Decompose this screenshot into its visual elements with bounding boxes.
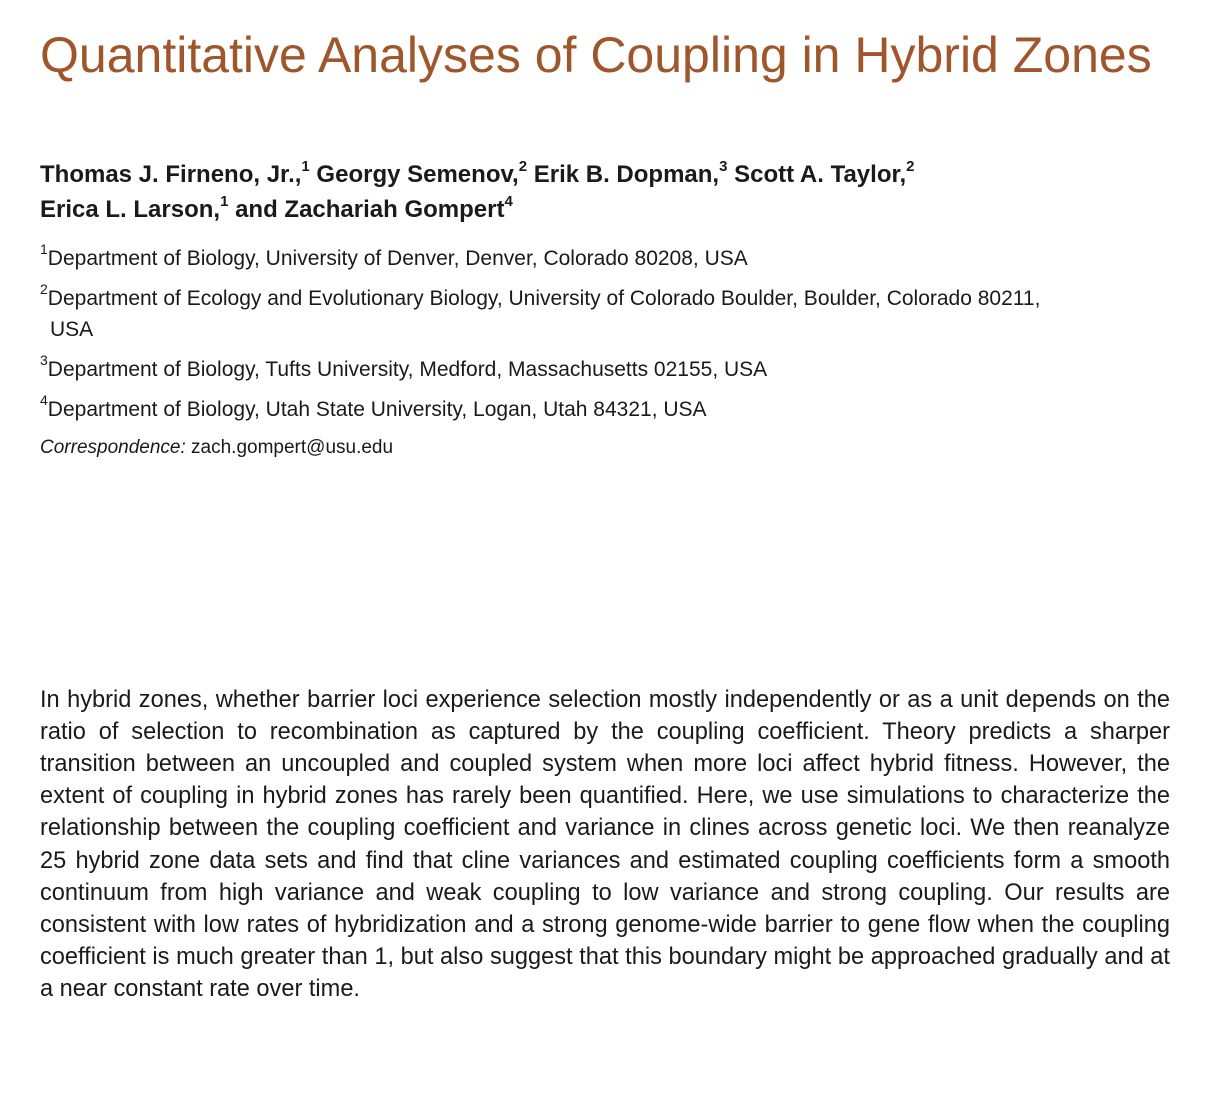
affiliation-text: Department of Biology, Tufts University, Medford, Massachusetts 02155, USA bbox=[47, 358, 768, 381]
affiliation-text: Department of Biology, University of Denver, Denver, Colorado 80208, USA bbox=[47, 247, 748, 270]
author-name: Thomas J. Firneno, Jr., bbox=[40, 161, 302, 188]
affiliation-number: 4 bbox=[40, 392, 48, 408]
author-name: Erik B. Dopman, bbox=[533, 161, 720, 188]
correspondence bbox=[40, 434, 1180, 462]
author-affil-marker: 1 bbox=[220, 193, 229, 210]
author-affil-marker: 2 bbox=[906, 158, 915, 175]
correspondence-label: Correspondence: bbox=[40, 437, 186, 458]
affiliation-number: 3 bbox=[40, 352, 48, 368]
abstract-text: In hybrid zones, whether barrier loci experience selection mostly independently or as a unit depends on the ratio of selection to recombination as captured by the coupling coefficient. Theory predicts a sharper transition between an uncoupled and coupled system when more loci affect hybrid fitness. However, the extent of coupling in hybrid zones has rarely been quantified. Here, we use simulations to characterize the relationship between the coupling coefficient and variance in clines across genetic loci. We then reanalyze 25 hybrid zone data sets and find that cline variances and estimated coupling coefficients form a smooth continuum from high variance and weak coupling to low variance and strong coupling. Our results are consistent with low rates of hybridization and a strong genome-wide barrier to gene flow when the coupling coefficient is much greater than 1, but also suggest that this boundary might be approached gradually and at a near constant rate over time. bbox=[40, 686, 1170, 1003]
author-affil-marker: 3 bbox=[719, 158, 728, 175]
affiliation-item bbox=[40, 394, 1050, 425]
paper-title: Quantitative Analyses of Coupling in Hybrid Zones bbox=[40, 27, 1152, 83]
author-affil-marker: 1 bbox=[301, 158, 310, 175]
affiliation-item bbox=[40, 354, 1050, 385]
affiliation-number: 2 bbox=[40, 281, 48, 297]
affiliation-item bbox=[40, 243, 1050, 274]
affiliation-item bbox=[40, 283, 1050, 345]
author-name: Georgy Semenov, bbox=[316, 161, 519, 188]
correspondence-email[interactable]: zach.gompert@usu.edu bbox=[191, 437, 394, 458]
affiliation-number: 1 bbox=[40, 241, 48, 257]
affiliation-text: Department of Ecology and Evolutionary Biology, University of Colorado Boulder, Boulder, Colorado 80211, USA bbox=[47, 287, 1041, 341]
author-affil-marker: 4 bbox=[504, 193, 513, 210]
author-affil-marker: 2 bbox=[518, 158, 528, 175]
author-name: Erica L. Larson, bbox=[40, 196, 221, 223]
affiliation-text: Department of Biology, Utah State University, Logan, Utah 84321, USA bbox=[47, 398, 707, 421]
affiliation-list bbox=[40, 243, 1180, 462]
author-list bbox=[40, 157, 1160, 227]
author-name: and Zachariah Gompert bbox=[235, 196, 505, 223]
author-name: Scott A. Taylor, bbox=[734, 161, 907, 188]
paper-header bbox=[40, 26, 1180, 462]
